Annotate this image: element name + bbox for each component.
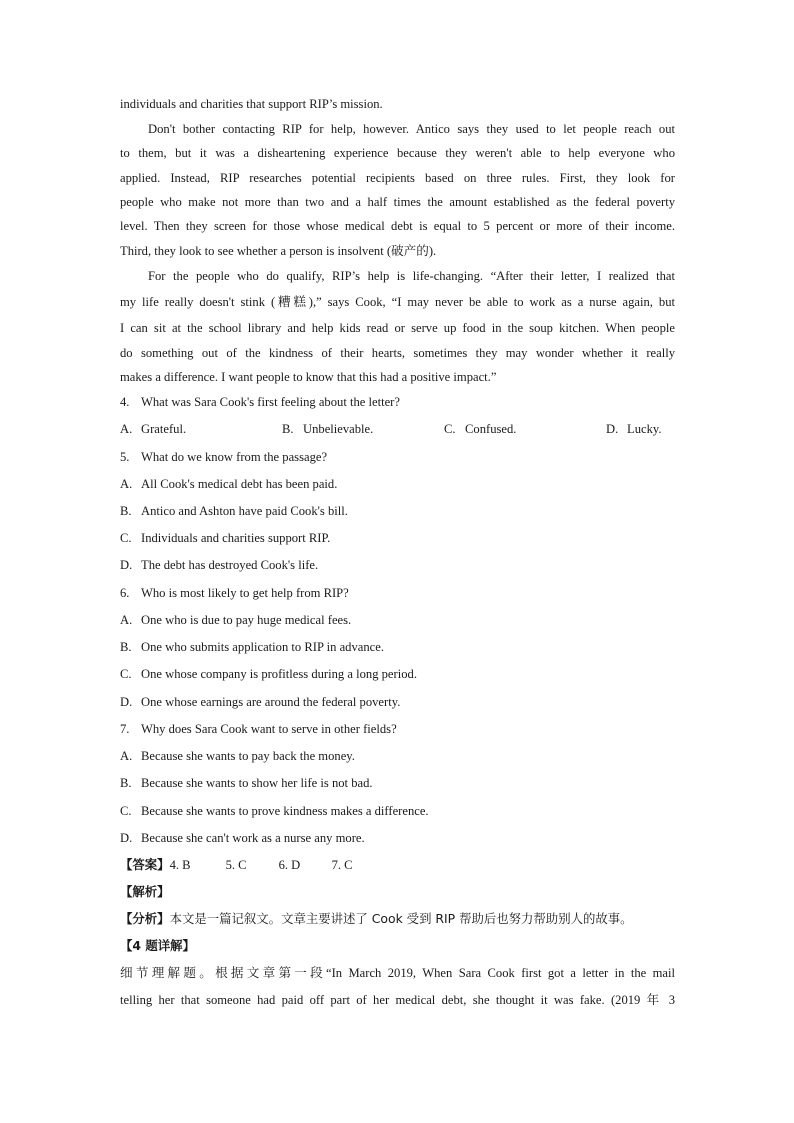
option-b[interactable] <box>120 775 675 791</box>
passage-line: level. Then they screen for those whose medical debt is equal to 5 percent or more of their income. <box>120 219 675 233</box>
question-text: What do we know from the passage? <box>141 450 328 464</box>
option-letter: D. <box>606 422 619 436</box>
option-text: One whose earnings are around the federal poverty. <box>141 695 401 709</box>
option-c[interactable] <box>120 803 675 819</box>
option-text: Because she wants to prove kindness makes a difference. <box>141 804 429 818</box>
option-text: One who is due to pay huge medical fees. <box>141 613 352 627</box>
summary-text: 本文是一篇记叙文。文章主要讲述了 Cook 受到 RIP 帮助后也努力帮助别人的故事。 <box>169 911 633 926</box>
option-text: Individuals and charities support RIP. <box>141 531 331 545</box>
question-number: 7. <box>120 722 130 736</box>
question-number: 6. <box>120 586 130 600</box>
passage-line: people who make not more than two and a half times the amount established as the federal poverty <box>120 195 675 209</box>
option-text: The debt has destroyed Cook's life. <box>141 558 319 572</box>
passage-line: Don't bother contacting RIP for help, however. Antico says they used to let people reach out <box>148 122 675 136</box>
option-a[interactable] <box>120 612 675 628</box>
option-text: Antico and Ashton have paid Cook's bill. <box>141 504 348 518</box>
option-letter: C. <box>120 804 132 818</box>
option-letter: B. <box>120 504 132 518</box>
option-text: Because she wants to pay back the money. <box>141 749 355 763</box>
question-text: Why does Sara Cook want to serve in other fields? <box>141 722 397 736</box>
option-letter: B. <box>120 640 132 654</box>
option-b[interactable] <box>120 639 675 655</box>
option-letter: B. <box>120 776 132 790</box>
question-5-stem <box>120 449 675 465</box>
option-d[interactable] <box>606 421 662 437</box>
passage-line: I can sit at the school library and help kids read or serve up food in the soup kitchen. When people <box>120 321 675 335</box>
q4-detail-line: 细节理解题。根据文章第一段“In March 2019, When Sara Cook first got a letter in the mail <box>120 966 675 980</box>
passage-line: Third, they look to see whether a person is insolvent (破产的). <box>120 244 437 258</box>
question-number: 4. <box>120 395 130 409</box>
option-letter: D. <box>120 831 133 845</box>
option-letter: A. <box>120 422 133 436</box>
option-b[interactable] <box>120 503 675 519</box>
passage-line: applied. Instead, RIP researches potential recipients based on three rules. First, they look for <box>120 171 675 185</box>
option-letter: C. <box>120 667 132 681</box>
passage-line: individuals and charities that support RIP’s mission. <box>120 97 383 111</box>
option-text: Grateful. <box>141 422 187 436</box>
option-letter: D. <box>120 695 133 709</box>
passage-line: to them, but it was a disheartening experience because they weren't able to help everyone who <box>120 146 675 160</box>
answer-item: 7. C <box>331 858 353 872</box>
question-7-stem <box>120 721 675 737</box>
question-4-stem <box>120 394 675 410</box>
option-letter: A. <box>120 477 133 491</box>
passage-line: For the people who do qualify, RIP’s help is life-changing. “After their letter, I realized that <box>148 269 675 283</box>
answer-key <box>120 857 675 873</box>
question-number: 5. <box>120 450 130 464</box>
option-letter: A. <box>120 749 133 763</box>
option-c[interactable] <box>120 530 675 546</box>
option-d[interactable] <box>120 557 675 573</box>
option-letter: C. <box>120 531 132 545</box>
passage-line: my life really doesn't stink (糟糕),” says Cook, “I may never be able to work as a nurse again, but <box>120 295 675 309</box>
summary-label: 【分析】 <box>120 911 170 926</box>
option-text: Because she can't work as a nurse any more. <box>141 831 365 845</box>
analysis-summary <box>120 911 675 927</box>
option-text: Because she wants to show her life is not bad. <box>141 776 373 790</box>
option-a[interactable] <box>120 748 675 764</box>
option-a[interactable] <box>120 476 675 492</box>
option-letter: B. <box>282 422 294 436</box>
option-text: Lucky. <box>627 422 662 436</box>
answer-item: 5. C <box>225 858 247 872</box>
option-letter: A. <box>120 613 133 627</box>
passage-line: makes a difference. I want people to know that this had a positive impact.” <box>120 370 497 384</box>
answer-item: 4. B <box>169 858 191 872</box>
option-d[interactable] <box>120 830 675 846</box>
q4-detail-line: telling her that someone had paid off part of her medical debt, she thought it was fake. (2019 年 3 <box>120 993 675 1007</box>
option-c[interactable] <box>444 421 516 437</box>
option-text: One who submits application to RIP in advance. <box>141 640 384 654</box>
option-c[interactable] <box>120 666 675 682</box>
option-text: Unbelievable. <box>303 422 374 436</box>
answer-label: 【答案】 <box>120 857 170 872</box>
answer-item: 6. D <box>278 858 301 872</box>
question-text: Who is most likely to get help from RIP? <box>141 586 349 600</box>
option-letter: D. <box>120 558 133 572</box>
question-6-stem <box>120 585 675 601</box>
option-a[interactable] <box>120 421 186 437</box>
q4-detail-header: 【4 题详解】 <box>120 938 195 953</box>
option-letter: C. <box>444 422 456 436</box>
option-text: One whose company is profitless during a long period. <box>141 667 417 681</box>
option-text: All Cook's medical debt has been paid. <box>141 477 338 491</box>
analysis-header: 【解析】 <box>120 884 170 899</box>
passage-line: do something out of the kindness of their hearts, sometimes they may wonder whether it really <box>120 346 675 360</box>
option-d[interactable] <box>120 694 675 710</box>
option-b[interactable] <box>282 421 373 437</box>
option-text: Confused. <box>465 422 517 436</box>
question-text: What was Sara Cook's first feeling about the letter? <box>141 395 400 409</box>
